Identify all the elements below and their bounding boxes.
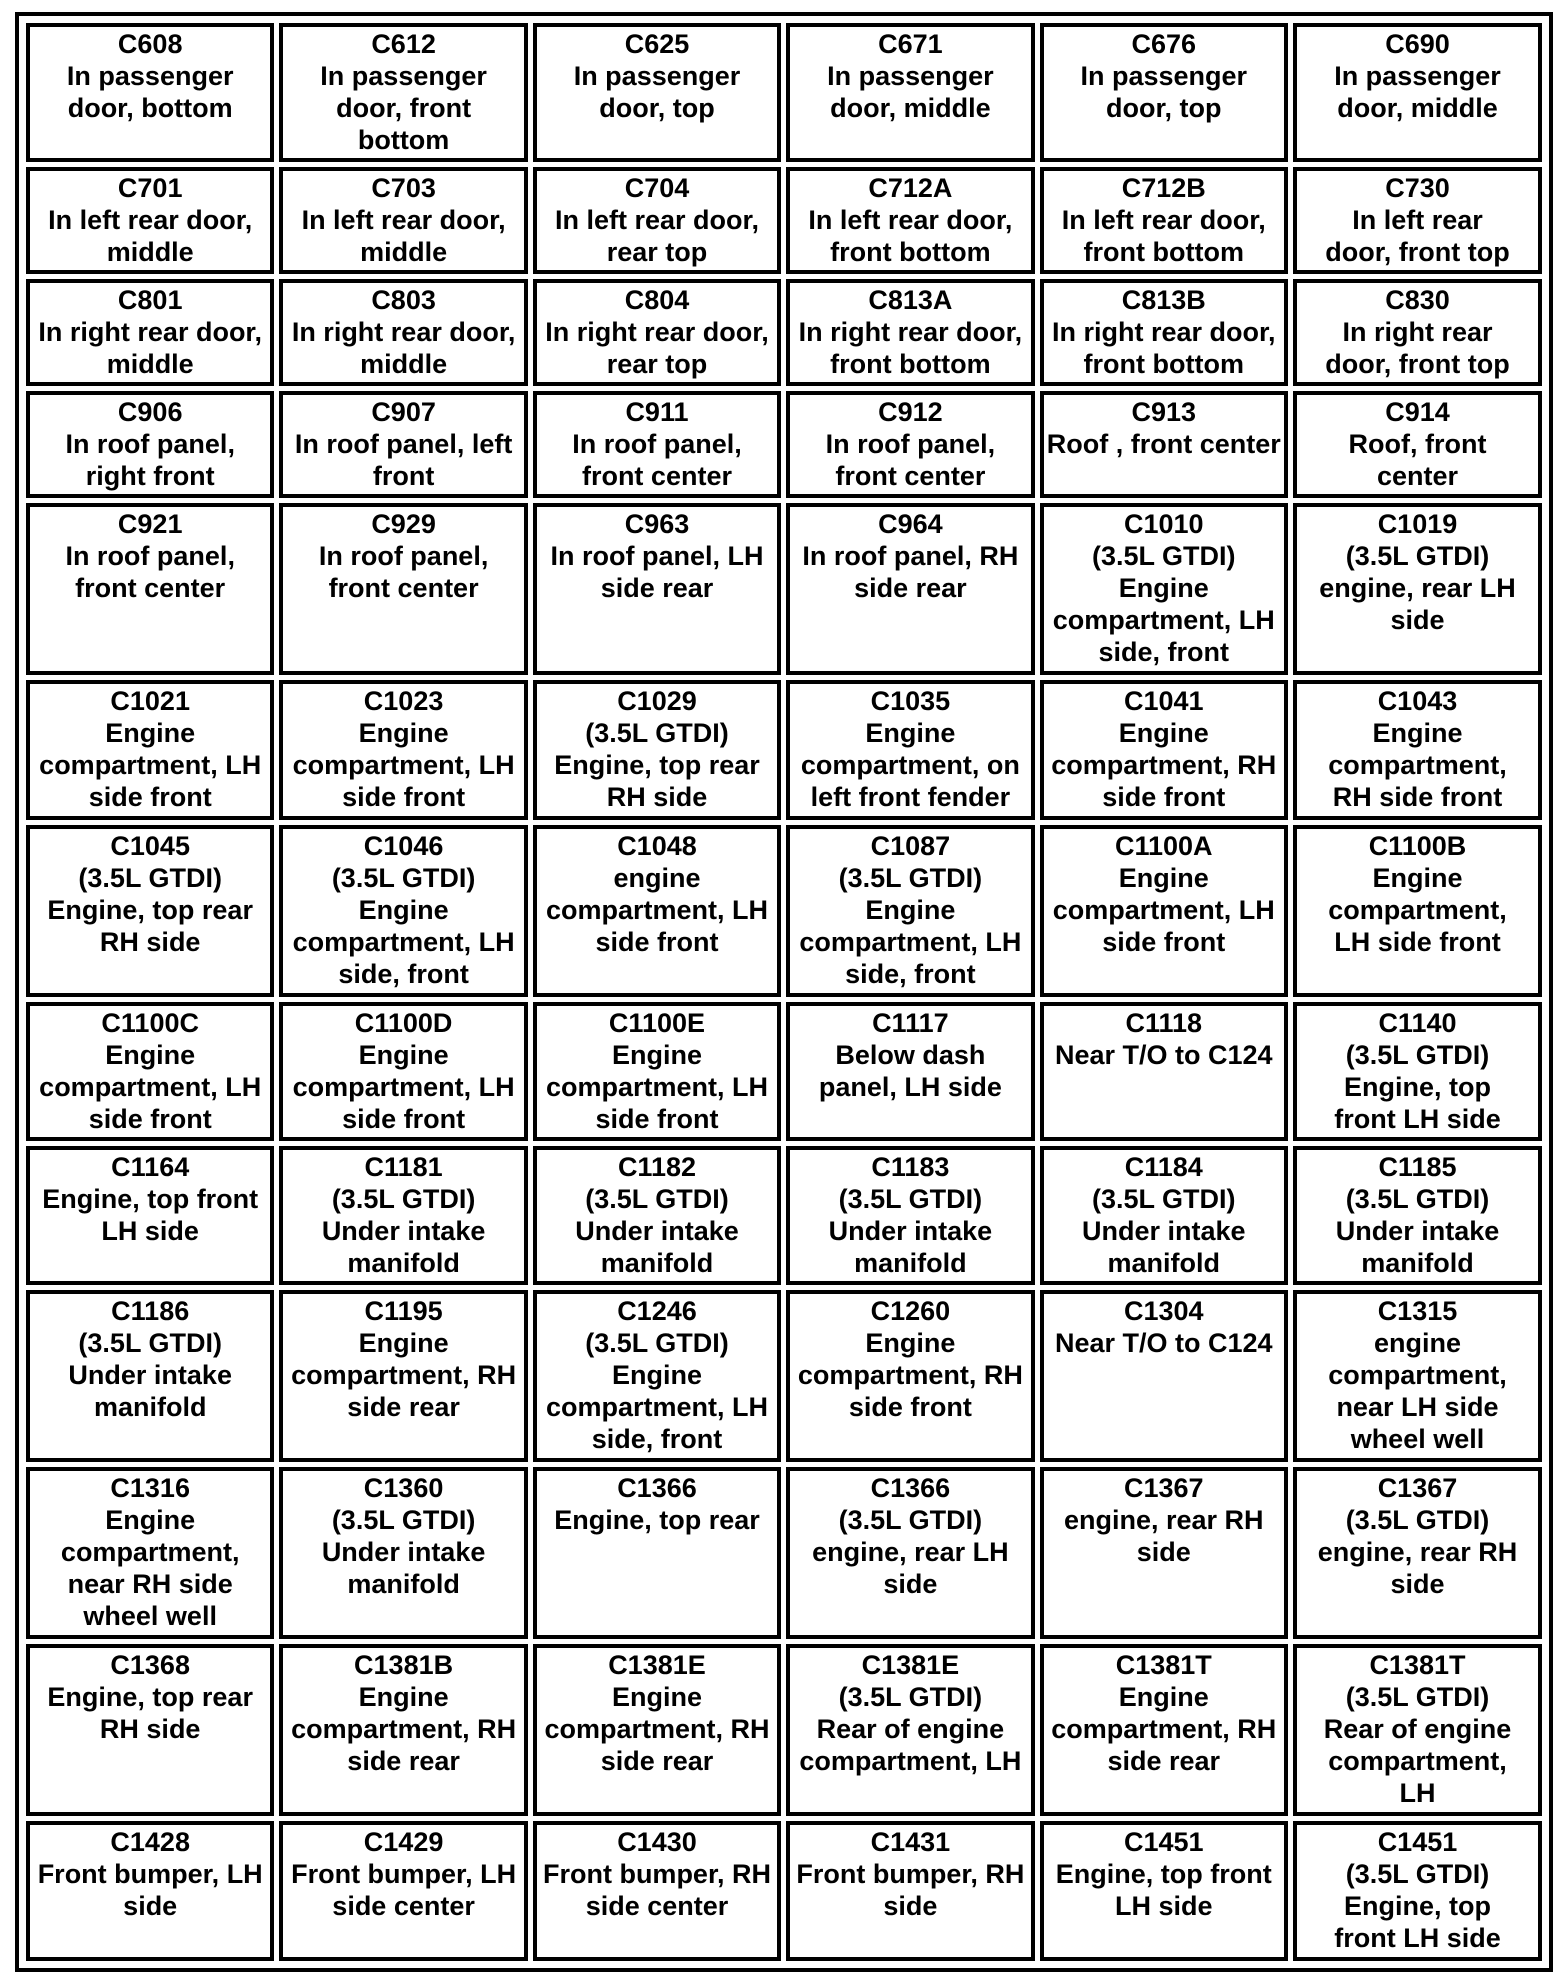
connector-id: C911 [625, 397, 689, 428]
table-row [26, 167, 1542, 274]
connector-location: In roof panel, front center [318, 541, 489, 604]
connector-location: In passenger door, top [573, 61, 741, 123]
connector-id: C1246 [617, 1296, 697, 1327]
connector-cell [1040, 1467, 1288, 1639]
connector-cell [26, 1644, 274, 1816]
connector-id: C1366 [870, 1473, 951, 1504]
connector-id: C1183 [871, 1151, 950, 1182]
connector-location: (3.5L GTDI) Under intake manifold [1081, 1183, 1246, 1278]
connector-cell [279, 23, 527, 162]
connector-id: C1367 [1377, 1473, 1458, 1504]
connector-cell [1040, 1290, 1288, 1462]
connector-cell [279, 1467, 527, 1639]
connector-location: Engine compartment, RH side rear [544, 1682, 770, 1777]
connector-location: (3.5L GTDI) Engine compartment, LH side, front [1052, 541, 1275, 668]
connector-id: C1428 [110, 1827, 190, 1858]
connector-location: (3.5L GTDI) Under intake manifold [321, 1183, 486, 1278]
connector-location: Engine compartment, RH side front [1328, 718, 1507, 813]
connector-id: C1019 [1377, 509, 1458, 540]
connector-cell [1040, 825, 1288, 997]
connector-cell [26, 279, 274, 386]
connector-location: Engine compartment, RH side rear [1051, 1682, 1277, 1777]
connector-location: Engine compartment, LH side front [292, 1039, 515, 1134]
connector-id: C804 [624, 285, 690, 316]
connector-location: Engine, top front LH side [42, 1183, 259, 1246]
connector-location: In right rear door, rear top [545, 317, 769, 380]
connector-id: C612 [371, 29, 436, 59]
connector-location: In passenger door, middle [1334, 61, 1501, 123]
connector-location: Front bumper, LH side [37, 1859, 263, 1922]
connector-location: Engine compartment, LH side front [39, 718, 262, 813]
connector-cell [1293, 1821, 1542, 1961]
connector-location: In left rear door, front bottom [808, 205, 1013, 268]
connector-cell [279, 167, 527, 274]
connector-id: C625 [624, 29, 690, 59]
connector-location: (3.5L GTDI) Under intake manifold [575, 1183, 739, 1278]
connector-cell [533, 1146, 781, 1285]
connector-location: In passenger door, top [1080, 61, 1248, 123]
connector-location: (3.5L GTDI) Rear of engine compartment, LH [799, 1682, 1022, 1777]
connector-cell [533, 1467, 781, 1639]
connector-cell [1293, 680, 1542, 819]
connector-cell [1293, 1467, 1542, 1639]
connector-location: In right rear door, front bottom [1051, 317, 1276, 380]
connector-id: C1367 [1123, 1473, 1204, 1504]
connector-id: C1451 [1123, 1827, 1204, 1858]
connector-id: C912 [878, 397, 943, 428]
connector-id: C1100A [1114, 830, 1213, 861]
connector-id: C1381T [1115, 1650, 1212, 1681]
connector-location: Front bumper, RH side [796, 1859, 1025, 1922]
connector-location: Near T/O to C124 [1054, 1328, 1273, 1359]
connector-id: C929 [371, 509, 436, 540]
connector-location: Engine, top front LH side [1055, 1859, 1272, 1922]
connector-id: C1429 [363, 1827, 444, 1858]
connector-location: (3.5L GTDI) engine, rear LH side [1319, 541, 1516, 636]
connector-location: In passenger door, front bottom [320, 61, 487, 155]
connector-location: engine, rear RH side [1063, 1505, 1264, 1568]
connector-id: C1368 [110, 1650, 190, 1681]
connector-id: C704 [624, 173, 690, 204]
connector-location: In roof panel, left front [294, 429, 513, 492]
connector-id: C1184 [1124, 1151, 1203, 1182]
connector-location: Engine compartment, LH side front [1328, 862, 1507, 957]
connector-id: C1100D [354, 1007, 453, 1038]
connector-cell [786, 1002, 1034, 1141]
connector-location: (3.5L GTDI) Engine, top rear RH side [554, 718, 760, 813]
connector-location: Engine, top rear [554, 1505, 760, 1536]
connector-cell [279, 279, 527, 386]
connector-cell [533, 167, 781, 274]
connector-id: C690 [1385, 29, 1450, 59]
connector-id: C1087 [870, 830, 951, 861]
connector-cell [1040, 391, 1288, 498]
connector-id: C906 [117, 397, 183, 428]
connector-location: In roof panel, front center [825, 429, 996, 492]
connector-cell [533, 391, 781, 498]
table-row [26, 1290, 1542, 1462]
table-row [26, 391, 1542, 498]
connector-id: C1381T [1369, 1650, 1466, 1681]
connector-id: C1304 [1123, 1296, 1204, 1327]
connector-id: C813B [1121, 285, 1206, 316]
connector-id: C813A [868, 285, 953, 316]
connector-cell [533, 825, 781, 997]
connector-location: engine compartment, LH side front [545, 862, 768, 957]
connector-cell [279, 503, 527, 675]
connector-location: In right rear door, middle [291, 317, 516, 380]
connector-id: C1100B [1368, 830, 1467, 861]
connector-cell [279, 1146, 527, 1285]
connector-id: C1029 [617, 686, 697, 717]
connector-id: C1140 [1378, 1007, 1457, 1038]
connector-location: Near T/O to C124 [1054, 1039, 1273, 1070]
connector-id: C1185 [1378, 1151, 1457, 1182]
connector-location: In left rear door, middle [301, 205, 506, 268]
connector-id: C608 [117, 29, 183, 59]
connector-cell [26, 1290, 274, 1462]
connector-cell [786, 1290, 1034, 1462]
connector-cell [1293, 503, 1542, 675]
connector-cell [1293, 23, 1542, 162]
connector-id: C1431 [870, 1827, 951, 1858]
connector-cell [533, 1644, 781, 1816]
connector-id: C703 [371, 173, 436, 204]
connector-location: In right rear door, front bottom [798, 317, 1023, 380]
connector-cell [279, 391, 527, 498]
connector-cell [279, 1821, 527, 1961]
connector-location: (3.5L GTDI) engine, rear LH side [812, 1505, 1009, 1600]
connector-cell [1293, 825, 1542, 997]
connector-id: C1182 [617, 1151, 697, 1182]
connector-cell [533, 1821, 781, 1961]
table-row [26, 1821, 1542, 1961]
connector-cell [26, 503, 274, 675]
connector-id: C1117 [872, 1007, 949, 1038]
connector-id: C1381E [861, 1650, 960, 1681]
connector-location: Engine compartment, near RH side wheel well [60, 1505, 240, 1632]
connector-location: (3.5L GTDI) Engine compartment, LH side, front [292, 862, 515, 989]
connector-cell [786, 680, 1034, 819]
connector-cell [786, 391, 1034, 498]
connector-cell [279, 1644, 527, 1816]
connector-id: C1315 [1377, 1296, 1458, 1327]
connector-cell [1293, 1644, 1542, 1816]
connector-cell [26, 1467, 274, 1639]
connector-location: Roof, front center [1348, 429, 1487, 492]
connector-id: C1043 [1377, 686, 1458, 717]
connector-cell [26, 391, 274, 498]
connector-id: C1041 [1123, 686, 1204, 717]
connector-id: C803 [371, 285, 436, 316]
connector-id: C1045 [110, 830, 190, 861]
connector-id: C1195 [364, 1296, 443, 1327]
connector-id: C1118 [1125, 1007, 1203, 1038]
connector-id: C1186 [111, 1296, 190, 1327]
connector-cell [1040, 680, 1288, 819]
connector-location: Front bumper, LH side center [291, 1859, 517, 1922]
connector-location: Front bumper, RH side center [542, 1859, 771, 1922]
connector-location: (3.5L GTDI) Engine, top front LH side [1334, 1039, 1501, 1134]
connector-id: C1100C [101, 1007, 199, 1038]
connector-cell [533, 23, 781, 162]
connector-id: C921 [117, 509, 183, 540]
connector-cell [1040, 167, 1288, 274]
connector-id: C676 [1131, 29, 1197, 59]
table-row [26, 503, 1542, 675]
connector-cell [1040, 23, 1288, 162]
table-row [26, 1467, 1542, 1639]
connector-location: (3.5L GTDI) Under intake manifold [321, 1505, 486, 1600]
connector-id: C914 [1385, 397, 1450, 428]
connector-cell [1293, 1146, 1542, 1285]
connector-cell [1293, 391, 1542, 498]
connector-location: Engine compartment, on left front fender [800, 718, 1020, 813]
connector-id: C712A [868, 173, 953, 204]
connector-cell [1293, 167, 1542, 274]
connector-location: Roof , front center [1046, 429, 1281, 460]
connector-location: (3.5L GTDI) Engine, top rear RH side [47, 862, 253, 957]
connector-location: In right rear door, middle [38, 317, 262, 380]
connector-cell [279, 1290, 527, 1462]
connector-cell [1293, 1290, 1542, 1462]
connector-location: (3.5L GTDI) Engine compartment, LH side, front [545, 1328, 768, 1455]
connector-location: In passenger door, middle [827, 61, 994, 123]
connector-location: Engine compartment, LH side front [39, 1039, 262, 1134]
connector-id: C730 [1385, 173, 1450, 204]
connector-id: C712B [1121, 173, 1206, 204]
connector-location: Engine, top rear RH side [47, 1682, 253, 1745]
connector-cell [533, 680, 781, 819]
connector-id: C1181 [364, 1151, 443, 1182]
connector-id: C701 [117, 173, 183, 204]
connector-cell [1040, 503, 1288, 675]
table-row [26, 1002, 1542, 1141]
connector-cell [786, 167, 1034, 274]
connector-cell [533, 1290, 781, 1462]
connector-location: In roof panel, front center [65, 541, 235, 604]
connector-location: (3.5L GTDI) Rear of engine compartment, LH [1323, 1682, 1512, 1809]
connector-cell [1040, 1821, 1288, 1961]
connector-cell [1040, 1002, 1288, 1141]
connector-cell [279, 1002, 527, 1141]
connector-location: Engine compartment, LH side front [1052, 862, 1275, 957]
connector-cell [533, 279, 781, 386]
connector-cell [533, 1002, 781, 1141]
connector-id: C1430 [617, 1827, 697, 1858]
connector-id: C907 [371, 397, 436, 428]
connector-location: In passenger door, bottom [66, 61, 234, 123]
connector-cell [26, 1002, 274, 1141]
connector-cell [26, 1821, 274, 1961]
connector-location: Below dash panel, LH side [818, 1039, 1002, 1102]
table-row [26, 825, 1542, 997]
connector-id: C913 [1131, 397, 1197, 428]
connector-id: C1021 [110, 686, 190, 717]
connector-location: In left rear door, front bottom [1061, 205, 1266, 268]
connector-cell [26, 1146, 274, 1285]
connector-id: C1046 [363, 830, 444, 861]
connector-id: C963 [624, 509, 690, 540]
connector-location: In left rear door, rear top [554, 205, 759, 268]
connector-location-sheet [15, 12, 1553, 1972]
connector-location: In roof panel, right front [65, 429, 235, 492]
connector-cell [26, 680, 274, 819]
connector-cell [786, 1821, 1034, 1961]
connector-cell [533, 503, 781, 675]
connector-location: In right rear door, front top [1325, 317, 1510, 380]
connector-id: C830 [1385, 285, 1450, 316]
connector-cell [26, 825, 274, 997]
connector-cell [786, 503, 1034, 675]
connector-id: C1100E [608, 1007, 706, 1038]
connector-cell [1040, 1146, 1288, 1285]
table-row [26, 279, 1542, 386]
connector-location-table [21, 18, 1547, 1966]
connector-id: C1010 [1123, 509, 1204, 540]
table-row [26, 1146, 1542, 1285]
connector-cell [1293, 1002, 1542, 1141]
connector-location: In left rear door, middle [48, 205, 253, 268]
table-row [26, 1644, 1542, 1816]
connector-cell [786, 1644, 1034, 1816]
connector-id: C1381E [608, 1650, 706, 1681]
connector-location: (3.5L GTDI) engine, rear RH side [1317, 1505, 1518, 1600]
connector-id: C671 [878, 29, 943, 59]
connector-cell [1293, 279, 1542, 386]
connector-cell [26, 23, 274, 162]
connector-id: C1260 [870, 1296, 951, 1327]
connector-id: C1164 [111, 1151, 190, 1182]
connector-location: In roof panel, front center [572, 429, 742, 492]
connector-location: Engine compartment, LH side front [292, 718, 515, 813]
connector-cell [26, 167, 274, 274]
connector-location: engine compartment, near LH side wheel well [1328, 1328, 1507, 1455]
connector-id: C1035 [870, 686, 951, 717]
connector-location: Engine compartment, LH side front [545, 1039, 768, 1134]
connector-cell [279, 825, 527, 997]
connector-location: In left rear door, front top [1325, 205, 1510, 268]
connector-location: Engine compartment, RH side front [1051, 718, 1277, 813]
connector-cell [279, 680, 527, 819]
connector-cell [1040, 279, 1288, 386]
connector-id: C1366 [617, 1473, 697, 1504]
connector-location: In roof panel, LH side rear [550, 541, 764, 604]
connector-id: C1451 [1377, 1827, 1458, 1858]
connector-cell [786, 23, 1034, 162]
connector-location: (3.5L GTDI) Engine, top front LH side [1334, 1859, 1501, 1954]
connector-id: C964 [878, 509, 943, 540]
connector-id: C1048 [617, 830, 697, 861]
table-row [26, 680, 1542, 819]
connector-id: C801 [117, 285, 183, 316]
connector-location: (3.5L GTDI) Engine compartment, LH side, front [799, 862, 1022, 989]
table-row [26, 23, 1542, 162]
connector-cell [786, 1467, 1034, 1639]
connector-id: C1316 [110, 1473, 190, 1504]
connector-location: (3.5L GTDI) Under intake manifold [828, 1183, 993, 1278]
connector-id: C1381B [354, 1650, 454, 1681]
connector-location: Engine compartment, RH side front [797, 1328, 1023, 1423]
connector-id: C1023 [363, 686, 444, 717]
connector-location: (3.5L GTDI) Under intake manifold [68, 1328, 232, 1423]
connector-cell [786, 1146, 1034, 1285]
connector-location: Engine compartment, RH side rear [291, 1328, 517, 1423]
connector-location: In roof panel, RH side rear [802, 541, 1019, 604]
connector-location: Engine compartment, RH side rear [291, 1682, 517, 1777]
connector-cell [1040, 1644, 1288, 1816]
connector-location: (3.5L GTDI) Under intake manifold [1335, 1183, 1500, 1278]
connector-cell [786, 279, 1034, 386]
table-body [26, 23, 1542, 1961]
connector-cell [786, 825, 1034, 997]
connector-id: C1360 [363, 1473, 444, 1504]
